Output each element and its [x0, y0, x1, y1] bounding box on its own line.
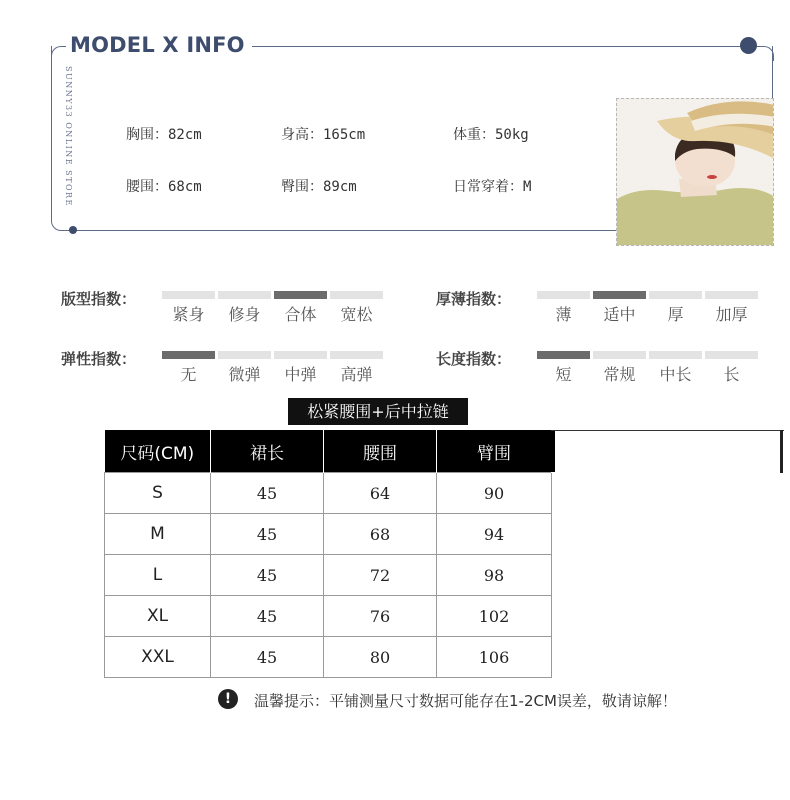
fit-option: [330, 291, 383, 325]
table-extension-mark: [780, 430, 783, 473]
table-header-row: [105, 430, 552, 473]
index-option-label: 高弹: [340, 365, 373, 384]
table-header: 腰围: [324, 430, 437, 473]
elastic-option: [274, 351, 327, 385]
fit-index-bar: [218, 291, 271, 299]
elastic-index-bar: [162, 351, 215, 359]
table-cell: XXL: [105, 637, 211, 678]
thickness-option: [705, 291, 758, 325]
feature-banner: 松紧腰围+后中拉链: [288, 398, 468, 425]
measurement-note: 温馨提示：平铺测量尺寸数据可能存在1-2CM误差，敬请谅解！: [254, 692, 677, 710]
length-index-bar: [649, 351, 702, 359]
table-row: [105, 637, 552, 678]
thickness-index-bar: [705, 291, 758, 299]
table-cell: L: [105, 555, 211, 596]
elastic-option: [218, 351, 271, 385]
thickness-index-bar: [593, 291, 646, 299]
table-cell: 76: [324, 596, 437, 637]
card-top-line: [252, 46, 752, 47]
elastic-option: [330, 351, 383, 385]
index-option-label: 紧身: [172, 305, 205, 324]
table-cell: 94: [437, 514, 552, 555]
table-extension-line: [551, 430, 784, 431]
card-corner-left: [51, 46, 66, 61]
index-option-label: 适中: [603, 305, 636, 324]
length-index-bar: [593, 351, 646, 359]
model-waist: 腰围：68cm: [126, 179, 202, 195]
index-option-label: 短: [555, 365, 572, 384]
table-cell: 102: [437, 596, 552, 637]
model-weight: 体重：50kg: [453, 127, 529, 143]
table-cell: 45: [211, 555, 324, 596]
index-option-label: 合体: [284, 305, 317, 324]
fit-option: [218, 291, 271, 325]
table-row: [105, 596, 552, 637]
table-cell: 90: [437, 473, 552, 514]
fit-index-label: 版型指数：: [61, 290, 137, 308]
size-table: [104, 430, 552, 678]
elastic-index-bar: [330, 351, 383, 359]
model-daily-size: 日常穿着：M: [453, 179, 532, 195]
length-index-bar: [537, 351, 590, 359]
store-name-vertical: SUNNY33 ONLINE STORE: [64, 66, 73, 207]
thickness-index-bar: [537, 291, 590, 299]
table-cell: 72: [324, 555, 437, 596]
elastic-option: [162, 351, 215, 385]
model-hip: 臀围：89cm: [281, 179, 357, 195]
index-option-label: 无: [180, 365, 197, 384]
table-header: 臂围: [437, 430, 552, 473]
thickness-option: [593, 291, 646, 325]
length-option: [537, 351, 590, 385]
fit-index-bar: [274, 291, 327, 299]
length-index-label: 长度指数：: [436, 350, 512, 368]
thickness-option: [649, 291, 702, 325]
fit-option: [274, 291, 327, 325]
elastic-index-bar: [274, 351, 327, 359]
length-option: [649, 351, 702, 385]
index-option-label: 厚: [667, 305, 684, 324]
table-row: [105, 555, 552, 596]
index-option-label: 加厚: [715, 305, 748, 324]
thickness-index-label: 厚薄指数：: [436, 290, 512, 308]
model-info-title: MODEL X INFO: [66, 33, 249, 57]
table-cell: XL: [105, 596, 211, 637]
fit-index-bar: [162, 291, 215, 299]
fit-index-bar: [330, 291, 383, 299]
table-cell: 45: [211, 473, 324, 514]
table-cell: 45: [211, 514, 324, 555]
table-cell: 68: [324, 514, 437, 555]
table-row: [105, 473, 552, 514]
table-cell: 98: [437, 555, 552, 596]
table-header: 尺码(CM): [105, 430, 211, 473]
model-photo-illustration: [617, 99, 774, 246]
model-height: 身高：165cm: [281, 127, 366, 143]
index-option-label: 中弹: [284, 365, 317, 384]
model-photo: [616, 98, 774, 246]
index-option-label: 修身: [228, 305, 261, 324]
index-option-label: 中长: [659, 365, 692, 384]
table-cell: 45: [211, 596, 324, 637]
table-cell: M: [105, 514, 211, 555]
table-cell: 80: [324, 637, 437, 678]
index-option-label: 常规: [603, 365, 636, 384]
decorative-dot-small: [69, 226, 77, 234]
elastic-index-bar: [218, 351, 271, 359]
index-option-label: 长: [723, 365, 740, 384]
table-header: 裙长: [211, 430, 324, 473]
table-cell: 45: [211, 637, 324, 678]
exclamation-icon: !: [218, 689, 238, 709]
table-row: [105, 514, 552, 555]
index-option-label: 微弹: [228, 365, 261, 384]
thickness-option: [537, 291, 590, 325]
elastic-index-label: 弹性指数：: [61, 350, 137, 368]
fit-option: [162, 291, 215, 325]
thickness-index-bar: [649, 291, 702, 299]
length-option: [593, 351, 646, 385]
index-option-label: 薄: [555, 305, 572, 324]
length-option: [705, 351, 758, 385]
length-index-bar: [705, 351, 758, 359]
decorative-dot: [740, 37, 757, 54]
index-option-label: 宽松: [340, 305, 373, 324]
table-cell: S: [105, 473, 211, 514]
table-cell: 64: [324, 473, 437, 514]
model-bust: 胸围：82cm: [126, 127, 202, 143]
table-cell: 106: [437, 637, 552, 678]
table-header-edge: [551, 430, 555, 472]
